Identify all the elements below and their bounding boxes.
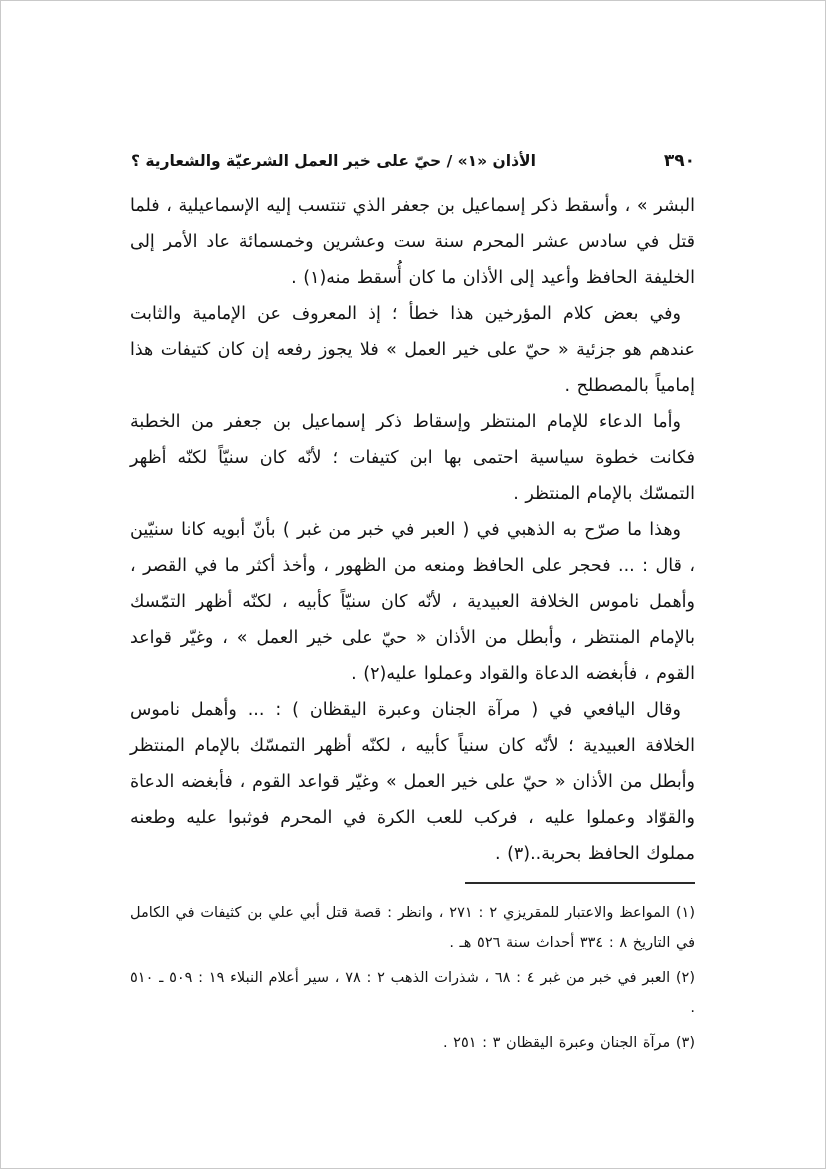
footnotes — [130, 882, 695, 1058]
page-header — [131, 151, 695, 171]
footnote-separator — [465, 882, 695, 884]
footnote: (٣) مرآة الجنان وعبرة اليقظان ٣ : ٢٥١ . — [442, 1035, 695, 1051]
footnote: (١) المواعظ والاعتبار للمقريزي ٢ : ٢٧١ ، وانظر : قصة قتل أبي علي بن كثيفات في الكامل في التاريخ ٨ : ٣٣٤ أحداث سنة ٥٢٦ هـ . — [130, 905, 695, 951]
footnote: (٢) العبر في خبر من غبر ٤ : ٦٨ ، شذرات الذهب ٢ : ٧٨ ، سير أعلام النبلاء ١٩ : ٥٠٩ ـ ٥١٠ . — [130, 970, 696, 1016]
paragraph: وقال اليافعي في ( مرآة الجنان وعبرة اليقظان ) : ... وأهمل ناموس الخلافة العبيدية ؛ لأنّه كان سنياً كأبيه ، لكنّه أظهر التمسّك بالإمام المنتظر وأبطل من الأذان « حيّ على خير العمل » وغيّر قواعد القوم ، فأبغضه الدعاة والقوّاد وعملوا عليه ، فركب للعب الكرة في المحرم فوثبوا عليه وطعنه مملوك الحافظ بحربة..(٣) . — [130, 700, 695, 864]
paragraph: وهذا ما صرّح به الذهبي في ( العبر في خبر من غبر ) بأنّ أبويه كانا سنيّين ، قال : ... فحجر على الحافظ ومنعه من الظهور ، وأخذ أكثر ما في القصر ، وأهمل ناموس الخلافة العبيدية ، لأنّه كان سنيّاً كأبيه ، لكنّه أظهر التمّسك بالإمام المنتظر ، وأبطل من الأذان « حيّ على خير العمل » ، وغيّر قواعد القوم ، فأبغضه الدعاة والقواد وعملوا عليه(٢) . — [130, 520, 695, 684]
paragraph: البشر » ، وأسقط ذكر إسماعيل بن جعفر الذي تنتسب إليه الإسماعيلية ، فلما قتل في سادس عشر المحرم سنة ست وعشرين وخمسمائة عاد الأمر إلى الخليفة الحافظ وأعيد إلى الأذان ما كان أُسقط منه(١) . — [130, 196, 695, 288]
body-text — [130, 188, 695, 872]
paragraph: وأما الدعاء للإمام المنتظر وإسقاط ذكر إسماعيل بن جعفر من الخطبة فكانت خطوة سياسية احتمى بها ابن كتيفات ؛ لأنّه كان سنيّاً لكنّه أظهر التمسّك بالإمام المنتظر . — [130, 412, 695, 504]
running-title: الأذان «١» / حيّ على خير العمل الشرعيّة والشعارية ؟ — [131, 152, 536, 170]
page-number: ٣٩٠ — [663, 151, 695, 171]
paragraph: وفي بعض كلام المؤرخين هذا خطأ ؛ إذ المعروف عن الإمامية والثابت عندهم هو جزئية « حيّ على خير العمل » فلا يجوز رفعه إن كان كتيفات هذا إمامياً بالمصطلح . — [130, 304, 695, 396]
